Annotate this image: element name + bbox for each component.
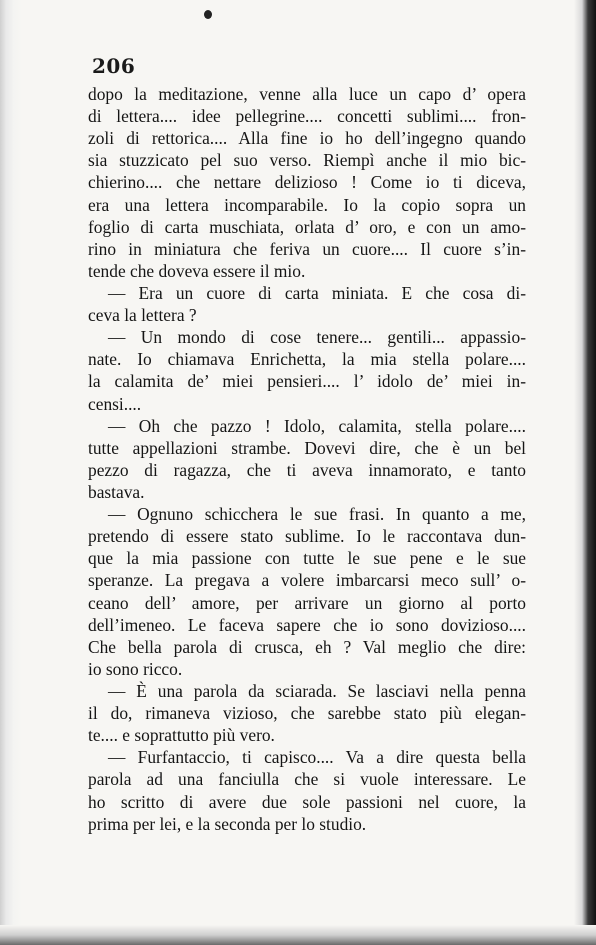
text-line: la calamita de’ miei pensieri.... l’ idolo de’ miei in- <box>88 371 526 392</box>
text-line: que la mia passione con tutte le sue pene e le sue <box>88 548 526 569</box>
text-line: rino in miniatura che feriva un cuore.... Il cuore s’in- <box>88 238 526 259</box>
page-right-edge-shadow <box>574 0 596 945</box>
text-line: ceva la lettera ? <box>88 305 197 326</box>
text-line: era una lettera incomparabile. Io la copio sopra un <box>88 194 526 215</box>
text-line: — Furfantaccio, ti capisco.... Va a dire questa bella <box>108 747 526 768</box>
text-line: chierino.... che nettare delizioso ! Come io ti diceva, <box>88 172 526 193</box>
text-line: — Un mondo di cose tenere... gentili... appassio- <box>108 327 526 348</box>
text-line: — È una parola da sciarada. Se lasciavi nella penna <box>108 680 526 701</box>
text-line: nate. Io chiamava Enrichetta, la mia stella polare.... <box>88 349 526 370</box>
text-line: dell’imeneo. Le faceva sapere che io sono dovizioso.... <box>88 614 526 635</box>
text-line: tende che doveva essere il mio. <box>88 260 306 281</box>
text-line: Che bella parola di crusca, eh ? Val meglio che dire: <box>88 636 526 657</box>
text-line: parola ad una fanciulla che si vuole interessare. Le <box>88 769 526 790</box>
body-text <box>88 83 526 835</box>
text-line: bastava. <box>88 481 145 502</box>
text-line: sia stuzzicato pel suo verso. Riempì anche il mio bic- <box>88 150 526 171</box>
text-line: ceano dell’ amore, per arrivare un giorno al porto <box>88 592 526 613</box>
text-line: foglio di carta muschiata, orlata d’ oro, e con un amo- <box>88 216 526 237</box>
text-line: ho scritto di avere due sole passioni nel cuore, la <box>88 791 526 812</box>
text-line: censi.... <box>88 393 142 414</box>
text-line: pretendo di essere stato sublime. Io le raccontava dun- <box>88 526 526 547</box>
text-line: zoli di rettorica.... Alla fine io ho dell’ingegno quando <box>88 128 526 149</box>
text-line: prima per lei, e la seconda per lo studio. <box>88 813 367 834</box>
page-bottom-edge-shadow <box>0 925 596 945</box>
text-line: di lettera.... idee pellegrine.... concetti sublimi.... fron- <box>88 106 526 127</box>
text-line: dopo la meditazione, venne alla luce un capo d’ opera <box>88 84 526 104</box>
text-line: — Oh che pazzo ! Idolo, calamita, stella polare.... <box>108 415 526 436</box>
text-line: te.... e soprattutto più vero. <box>88 725 275 746</box>
text-line: io sono ricco. <box>88 658 183 679</box>
text-line: — Era un cuore di carta miniata. E che cosa di- <box>108 282 526 303</box>
text-line: — Ognuno schicchera le sue frasi. In quanto a me, <box>108 504 526 525</box>
text-line: tutte appellazioni strambe. Dovevi dire, che è un bel <box>88 437 526 458</box>
page-left-edge-shadow <box>0 0 22 945</box>
text-line: il do, rimaneva vizioso, che sarebbe stato più elegan- <box>88 703 526 724</box>
ink-spot <box>204 10 212 19</box>
text-line: speranze. La pregava a volere imbarcarsi meco sull’ o- <box>88 570 526 591</box>
text-line: pezzo di ragazza, che ti aveva innamorato, e tanto <box>88 459 526 480</box>
page-number: 206 <box>92 54 136 78</box>
